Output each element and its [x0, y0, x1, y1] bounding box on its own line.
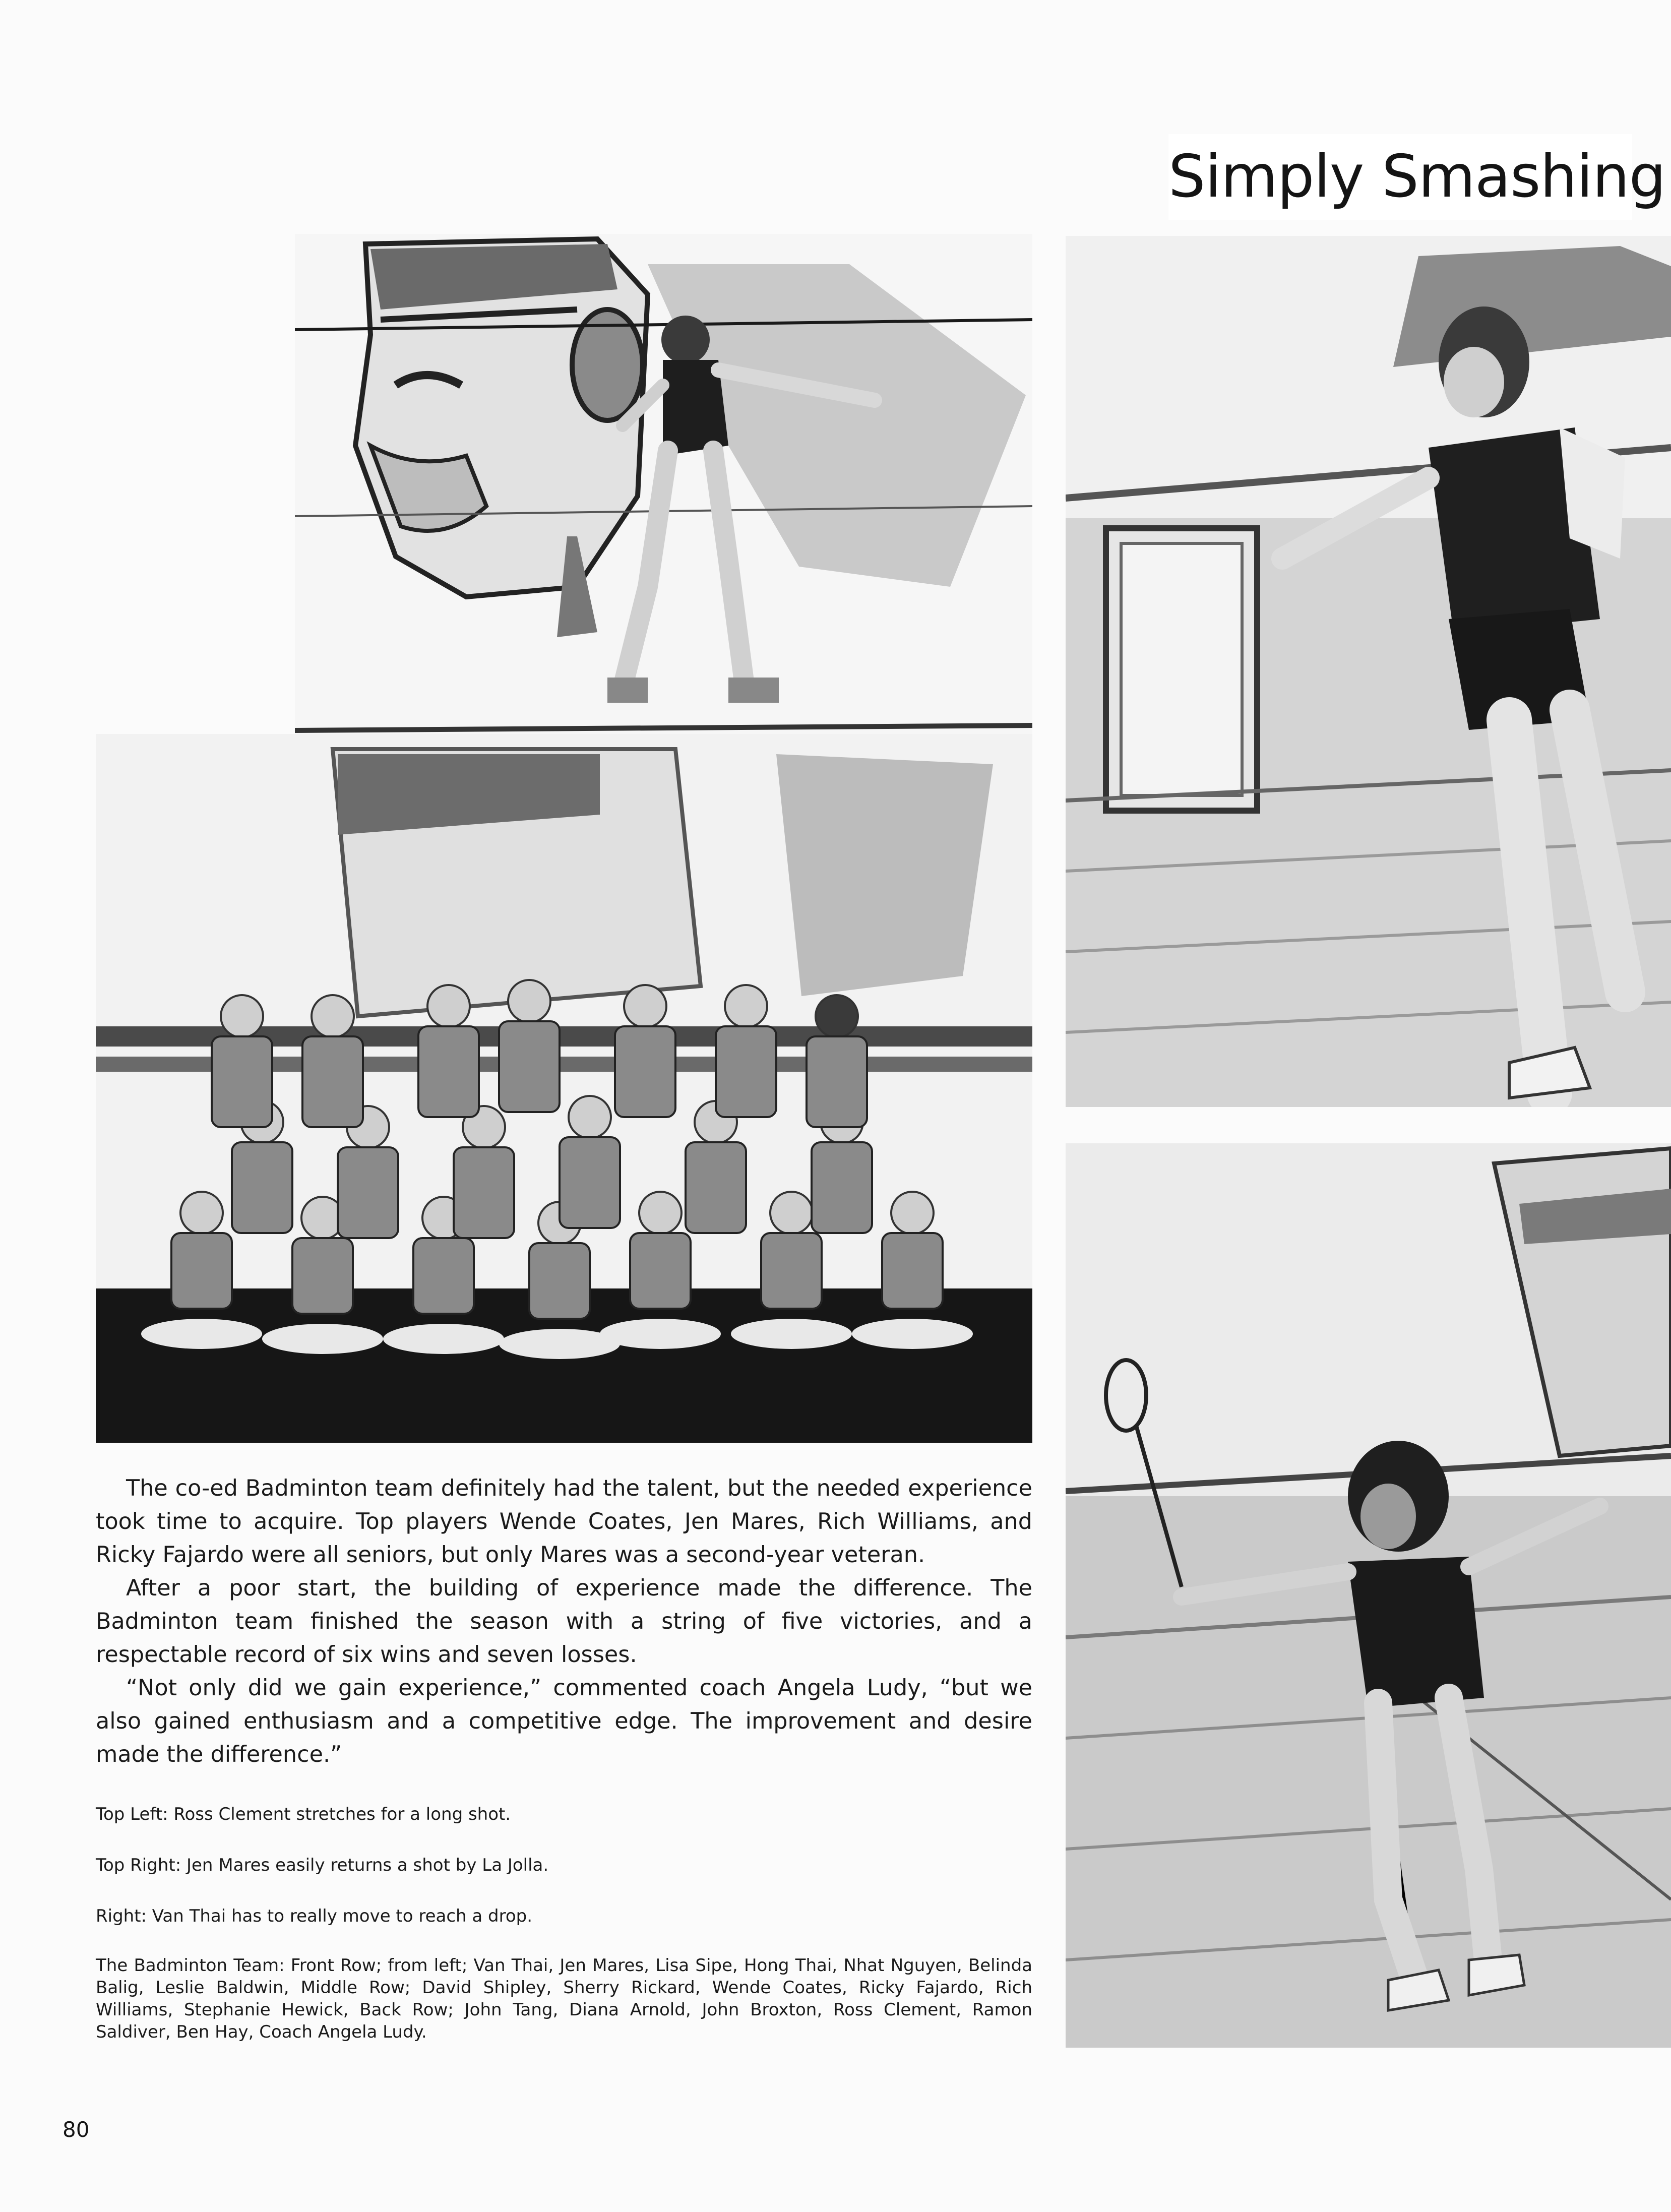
article-paragraph: The co-ed Badminton team definitely had the talent, but the needed experience took time to acquire. Top players Wende Coates, Jen Mares, Rich Williams, and Ricky Fajardo were all seniors, but only Mares was a second-year veteran. — [96, 1476, 1032, 1568]
captions — [96, 1802, 1032, 2069]
photo-right — [1066, 1143, 1671, 2048]
photo-top-left — [295, 234, 1032, 741]
photo-team — [96, 734, 1032, 1443]
caption-top-right: Top Right: Jen Mares easily returns a shot by La Jolla. — [96, 1855, 549, 1875]
caption-team: The Badminton Team: Front Row; from left; Van Thai, Jen Mares, Lisa Sipe, Hong Thai, Nhat Nguyen, Belinda Balig, Leslie Baldwin, Middle Row; David Shipley, Sherry Rickard, Wende Coates, Ricky Fajardo, Rich Williams, Stephanie Hewick, Back Row; John Tang, Diana Arnold, John Broxton, Ross Clement, Ramon Saldiver, Ben Hay, Coach Angela Ludy. — [96, 1955, 1032, 2042]
page-number: 80 — [63, 2117, 90, 2142]
caption-top-left: Top Left: Ross Clement stretches for a long shot. — [96, 1804, 511, 1824]
photo-top-right — [1066, 236, 1671, 1107]
article-body — [96, 1472, 1032, 1771]
article-paragraph: After a poor start, the building of experience made the difference. The Badminton team finished the season with a string of five victories, and a respectable record of six wins and seven losses. — [96, 1575, 1032, 1668]
page-title: Simply Smashing — [1168, 134, 1632, 220]
article-paragraph: “Not only did we gain experience,” commented coach Angela Ludy, “but we also gained enthusiasm and a competitive edge. The improvement and desire made the difference.” — [96, 1675, 1032, 1767]
caption-right: Right: Van Thai has to really move to reach a drop. — [96, 1906, 533, 1926]
